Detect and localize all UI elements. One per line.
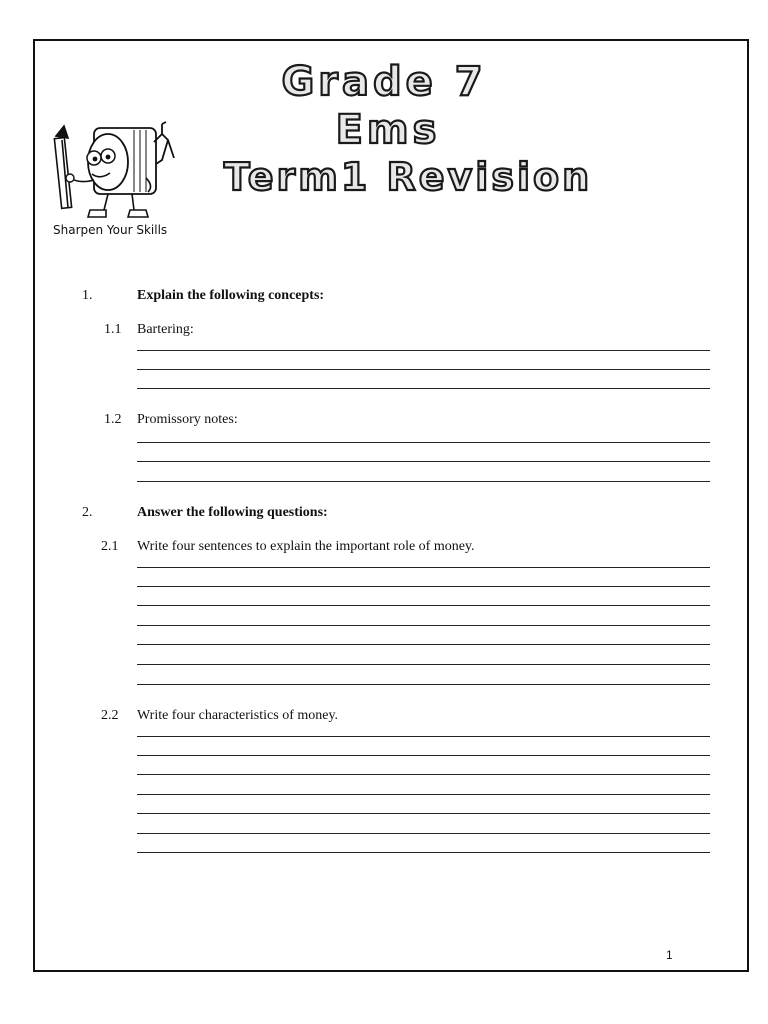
answer-line[interactable] — [137, 644, 710, 645]
answer-line[interactable] — [137, 481, 710, 482]
answer-line[interactable] — [137, 605, 710, 606]
title-grade: Grade 7 — [281, 59, 487, 105]
answer-line[interactable] — [137, 664, 710, 665]
item-2-2-prompt: Write four characteristics of money. — [137, 708, 339, 723]
answer-line[interactable] — [137, 442, 710, 443]
page-number: 1 — [666, 948, 673, 962]
answer-line[interactable] — [137, 736, 710, 737]
item-1-2-number: 1.2 — [104, 412, 122, 427]
mascot-caption: Sharpen Your Skills — [53, 223, 168, 237]
answer-line[interactable] — [137, 755, 710, 756]
item-1-1-number: 1.1 — [104, 322, 122, 337]
answer-line[interactable] — [137, 852, 710, 853]
answer-line[interactable] — [137, 625, 710, 626]
item-1-2-prompt: Promissory notes: — [137, 412, 238, 427]
item-2-2-number: 2.2 — [101, 708, 119, 723]
answer-line[interactable] — [137, 774, 710, 775]
answer-line[interactable] — [137, 350, 710, 351]
section-1-number: 1. — [82, 288, 93, 303]
answer-line[interactable] — [137, 461, 710, 462]
answer-line[interactable] — [137, 813, 710, 814]
item-1-1-prompt: Bartering: — [137, 322, 194, 337]
answer-line[interactable] — [137, 794, 710, 795]
item-2-1-prompt: Write four sentences to explain the important role of money. — [137, 539, 475, 554]
answer-line[interactable] — [137, 586, 710, 587]
pencil-sharpener-mascot-icon — [50, 118, 180, 223]
item-2-1-number: 2.1 — [101, 539, 119, 554]
answer-line[interactable] — [137, 369, 710, 370]
section-2-heading: Answer the following questions: — [137, 505, 328, 520]
answer-line[interactable] — [137, 684, 710, 685]
answer-line[interactable] — [137, 388, 710, 389]
answer-line[interactable] — [137, 567, 710, 568]
section-2-number: 2. — [82, 505, 93, 520]
title-subject: Ems — [335, 107, 441, 153]
section-1-heading: Explain the following concepts: — [137, 288, 325, 303]
answer-line[interactable] — [137, 833, 710, 834]
title-term: Term1 Revision — [223, 155, 593, 199]
